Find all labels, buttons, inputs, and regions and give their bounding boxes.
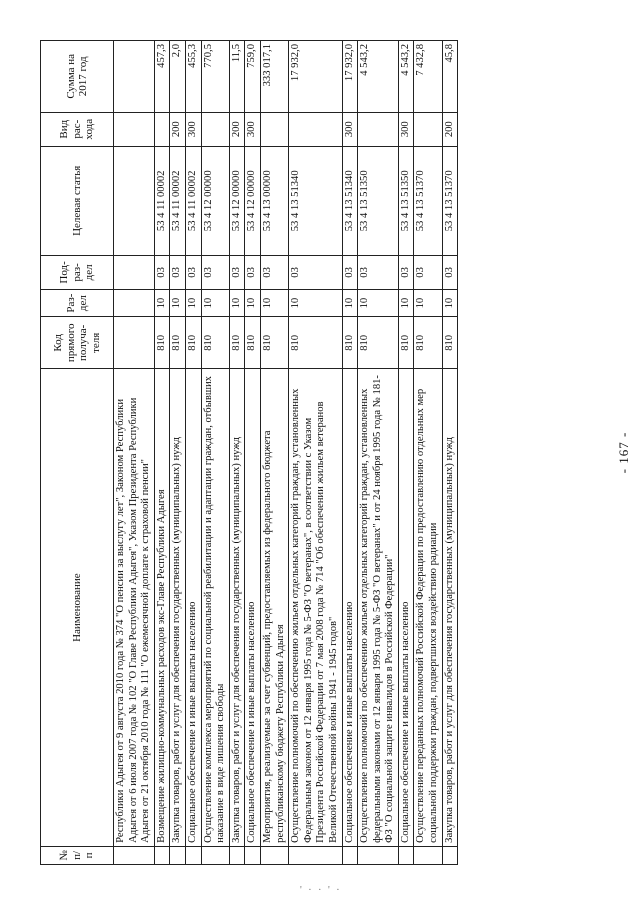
cell-sum: 455,3: [185, 41, 201, 113]
cell-sum: 17 932,0: [289, 41, 342, 113]
cell-target: 53 4 13 51340: [289, 146, 342, 255]
cell-sum: 2,0: [170, 41, 186, 113]
cell-target: 53 4 13 00000: [260, 146, 288, 255]
cell-code: 810: [201, 317, 229, 369]
table-row: [398, 41, 414, 865]
cell-sum: 7 432,8: [414, 41, 442, 113]
cell-code: 810: [229, 317, 245, 369]
cell-subsection: 03: [154, 255, 170, 289]
cell-name: Социальное обеспечение и иные выплаты населению: [398, 369, 414, 846]
header-name: Наименование: [41, 369, 114, 846]
header-kind: Вид рас- хода: [41, 112, 114, 146]
cell-kind: 300: [398, 112, 414, 146]
scan-marks: ' · · ' ·: [300, 885, 342, 896]
cell-num: [398, 846, 414, 864]
cell-kind: [358, 112, 399, 146]
cell-sum: 759,0: [245, 41, 261, 113]
cell-code: 810: [170, 317, 186, 369]
cell-sum: [114, 41, 155, 113]
header-sum: Сумма на 2017 год: [41, 41, 114, 113]
cell-target: 53 4 11 00002: [185, 146, 201, 255]
cell-section: 10: [442, 289, 458, 316]
cell-section: 10: [260, 289, 288, 316]
cell-section: 10: [358, 289, 399, 316]
table-body: [114, 41, 458, 865]
cell-subsection: 03: [229, 255, 245, 289]
cell-num: [342, 846, 358, 864]
cell-name: Осуществление полномочий по обеспечению жильем отдельных категорий граждан, установленных федеральными законами от 12 января 1995 года № 5-ФЗ "О ветеранах" и от 24 ноября 1995 года № 181-ФЗ "О социальной защите инвалидов в Российской Федерации": [358, 369, 399, 846]
cell-name: Социальное обеспечение и иные выплаты населению: [245, 369, 261, 846]
cell-code: 810: [245, 317, 261, 369]
cell-target: 53 4 12 00000: [229, 146, 245, 255]
cell-section: [114, 289, 155, 316]
cell-num: [229, 846, 245, 864]
page-number: - 167 -: [616, 431, 631, 474]
cell-subsection: 03: [260, 255, 288, 289]
cell-code: 810: [260, 317, 288, 369]
cell-kind: [114, 112, 155, 146]
cell-target: 53 4 11 00002: [154, 146, 170, 255]
cell-num: [289, 846, 342, 864]
cell-kind: [260, 112, 288, 146]
cell-target: [114, 146, 155, 255]
cell-num: [442, 846, 458, 864]
cell-kind: 300: [342, 112, 358, 146]
budget-table: [40, 40, 458, 865]
table-row: [289, 41, 342, 865]
cell-subsection: 03: [342, 255, 358, 289]
cell-num: [245, 846, 261, 864]
cell-num: [114, 846, 155, 864]
cell-section: 10: [170, 289, 186, 316]
cell-code: 810: [185, 317, 201, 369]
cell-code: 810: [289, 317, 342, 369]
cell-num: [260, 846, 288, 864]
cell-kind: 200: [170, 112, 186, 146]
cell-sum: 45,8: [442, 41, 458, 113]
header-target: Целевая статья: [41, 146, 114, 255]
cell-subsection: 03: [289, 255, 342, 289]
cell-section: 10: [414, 289, 442, 316]
cell-subsection: [114, 255, 155, 289]
cell-name: Республики Адыгея от 9 августа 2010 года № 374 "О пенсии за выслугу лет", Законом Республики Адыгея от 6 июля 2007 года № 102 "О Главе Республики Адыгея", Указом Президента Республики Адыгея от 21 октября 2010 года № 111 "О ежемесячной доплате к страховой пенсии": [114, 369, 155, 846]
cell-target: 53 4 12 00000: [245, 146, 261, 255]
cell-name: Возмещение жилищно-коммунальных расходов экс-Главе Республики Адыгея: [154, 369, 170, 846]
cell-subsection: 03: [398, 255, 414, 289]
cell-subsection: 03: [442, 255, 458, 289]
table-row: [414, 41, 442, 865]
table-row: [154, 41, 170, 865]
table-row: [201, 41, 229, 865]
header-subsection: Под- раз- дел: [41, 255, 114, 289]
cell-num: [185, 846, 201, 864]
table-row: [245, 41, 261, 865]
cell-sum: 457,3: [154, 41, 170, 113]
cell-name: Закупка товаров, работ и услуг для обеспечения государственных (муниципальных) нужд: [442, 369, 458, 846]
cell-code: 810: [414, 317, 442, 369]
cell-target: 53 4 13 51370: [414, 146, 442, 255]
cell-sum: 4 543,2: [358, 41, 399, 113]
table-row: [185, 41, 201, 865]
cell-section: 10: [398, 289, 414, 316]
cell-code: [114, 317, 155, 369]
cell-target: 53 4 11 00002: [170, 146, 186, 255]
cell-code: 810: [442, 317, 458, 369]
header-section: Раз- дел: [41, 289, 114, 316]
cell-section: 10: [185, 289, 201, 316]
header-num: № п/п: [41, 846, 114, 864]
cell-name: Осуществление комплекса мероприятий по социальной реабилитации и адаптации граждан, отбывших наказание в виде лишения свободы: [201, 369, 229, 846]
cell-name: Осуществление полномочий по обеспечению жильем отдельных категорий граждан, установленных Федеральным законом от 12 января 1995 года № 5-ФЗ "О ветеранах", в соответствии с Указом Президента Российской Федерации от 7 мая 2008 года № 714 "Об обеспечении жильем ветеранов Великой Отечественной войны 1941 - 1945 годов": [289, 369, 342, 846]
table-row: [342, 41, 358, 865]
cell-kind: [414, 112, 442, 146]
cell-name: Осуществление переданных полномочий Российской Федерации по предоставлению отдельных мер социальной поддержки граждан, подвергшихся воздействию радиации: [414, 369, 442, 846]
table-row: [170, 41, 186, 865]
cell-section: 10: [342, 289, 358, 316]
cell-kind: 200: [229, 112, 245, 146]
cell-sum: 4 543,2: [398, 41, 414, 113]
cell-num: [358, 846, 399, 864]
table-header: [41, 41, 114, 865]
cell-section: 10: [289, 289, 342, 316]
cell-kind: [289, 112, 342, 146]
table-row: [442, 41, 458, 865]
cell-name: Закупка товаров, работ и услуг для обеспечения государственных (муниципальных) нужд: [170, 369, 186, 846]
cell-sum: 11,5: [229, 41, 245, 113]
table-row: [114, 41, 155, 865]
table-row: [260, 41, 288, 865]
cell-target: 53 4 13 51350: [398, 146, 414, 255]
cell-target: 53 4 12 00000: [201, 146, 229, 255]
cell-num: [201, 846, 229, 864]
cell-kind: 200: [442, 112, 458, 146]
table-row: [229, 41, 245, 865]
cell-subsection: 03: [201, 255, 229, 289]
cell-kind: 300: [185, 112, 201, 146]
cell-name: Социальное обеспечение и иные выплаты населению: [185, 369, 201, 846]
cell-subsection: 03: [358, 255, 399, 289]
cell-target: 53 4 13 51340: [342, 146, 358, 255]
cell-target: 53 4 13 51350: [358, 146, 399, 255]
cell-sum: 17 932,0: [342, 41, 358, 113]
cell-code: 810: [342, 317, 358, 369]
cell-subsection: 03: [245, 255, 261, 289]
cell-num: [414, 846, 442, 864]
cell-subsection: 03: [185, 255, 201, 289]
cell-subsection: 03: [414, 255, 442, 289]
cell-code: 810: [154, 317, 170, 369]
cell-target: 53 4 13 51370: [442, 146, 458, 255]
table-row: [358, 41, 399, 865]
cell-num: [170, 846, 186, 864]
cell-kind: [154, 112, 170, 146]
cell-section: 10: [201, 289, 229, 316]
cell-kind: [201, 112, 229, 146]
cell-name: Социальное обеспечение и иные выплаты населению: [342, 369, 358, 846]
cell-kind: 300: [245, 112, 261, 146]
cell-sum: 770,5: [201, 41, 229, 113]
cell-code: 810: [358, 317, 399, 369]
cell-name: Закупка товаров, работ и услуг для обеспечения государственных (муниципальных) нужд: [229, 369, 245, 846]
cell-subsection: 03: [170, 255, 186, 289]
cell-name: Мероприятия, реализуемые за счет субвенций, предоставляемых из федерального бюджета республиканскому бюджету Республики Адыгея: [260, 369, 288, 846]
cell-sum: 333 017,1: [260, 41, 288, 113]
cell-num: [154, 846, 170, 864]
cell-section: 10: [229, 289, 245, 316]
cell-section: 10: [245, 289, 261, 316]
header-code: Код прямого получа- теля: [41, 317, 114, 369]
cell-section: 10: [154, 289, 170, 316]
cell-code: 810: [398, 317, 414, 369]
